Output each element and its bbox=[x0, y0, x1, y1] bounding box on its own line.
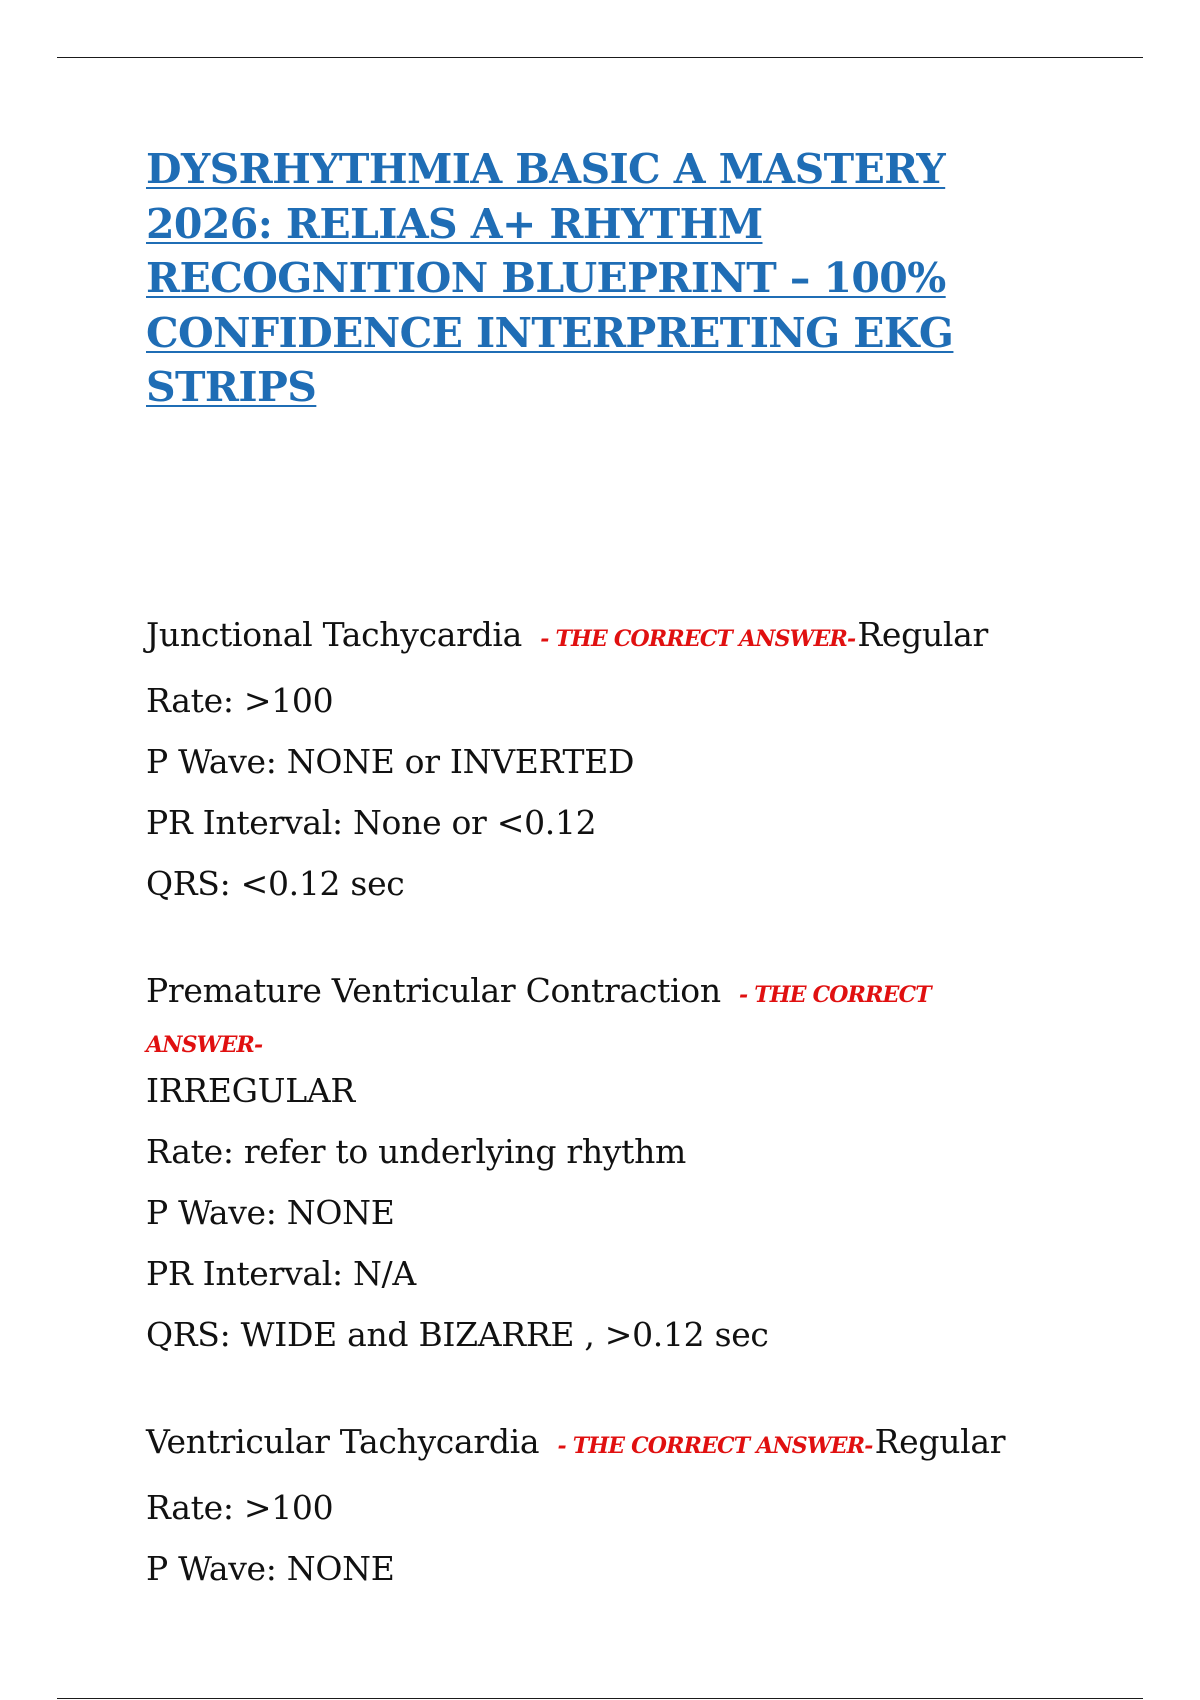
entry-heading bbox=[146, 612, 1046, 662]
entry-detail-line: Rate: >100 bbox=[146, 681, 334, 720]
entry-answer: IRREGULAR bbox=[146, 1071, 355, 1110]
entry-junctional-tachycardia bbox=[146, 612, 1046, 914]
entry-heading bbox=[146, 1419, 1046, 1469]
entry-detail-line: P Wave: NONE or INVERTED bbox=[146, 742, 635, 781]
entry-heading bbox=[146, 968, 1046, 1113]
top-divider bbox=[57, 57, 1143, 58]
title-link[interactable]: DYSRHYTHMIA BASIC A MASTERY 2026: RELIAS A+ RHYTHM RECOGNITION BLUEPRINT – 100% CONFIDENCE INTERPRETING EKG STRIPS bbox=[146, 145, 954, 411]
entry-detail-line: P Wave: NONE bbox=[146, 1549, 395, 1588]
entry-detail-line: PR Interval: N/A bbox=[146, 1254, 416, 1293]
entry-term: Premature Ventricular Contraction bbox=[146, 971, 721, 1010]
document-title[interactable] bbox=[146, 142, 1046, 415]
entry-premature-ventricular-contraction bbox=[146, 968, 1046, 1365]
entry-term: Ventricular Tachycardia bbox=[146, 1422, 540, 1461]
entry-term: Junctional Tachycardia bbox=[146, 615, 523, 654]
correct-answer-tag: - THE CORRECT ANSWER- bbox=[557, 1433, 873, 1459]
correct-answer-tag: - THE CORRECT ANSWER- bbox=[146, 982, 931, 1058]
entry-detail-line: QRS: <0.12 sec bbox=[146, 864, 405, 903]
correct-answer-tag: - THE CORRECT ANSWER- bbox=[540, 626, 856, 652]
entry-detail-line: Rate: refer to underlying rhythm bbox=[146, 1132, 687, 1171]
entry-detail-line: Rate: >100 bbox=[146, 1488, 334, 1527]
entry-detail-line: PR Interval: None or <0.12 bbox=[146, 803, 597, 842]
entry-detail-line: QRS: WIDE and BIZARRE , >0.12 sec bbox=[146, 1315, 769, 1354]
entry-detail-line: P Wave: NONE bbox=[146, 1193, 395, 1232]
document-body bbox=[146, 612, 1046, 1653]
bottom-divider bbox=[57, 1698, 1143, 1699]
entry-ventricular-tachycardia bbox=[146, 1419, 1046, 1599]
entry-answer: Regular bbox=[874, 1422, 1006, 1461]
entry-answer: Regular bbox=[857, 615, 989, 654]
